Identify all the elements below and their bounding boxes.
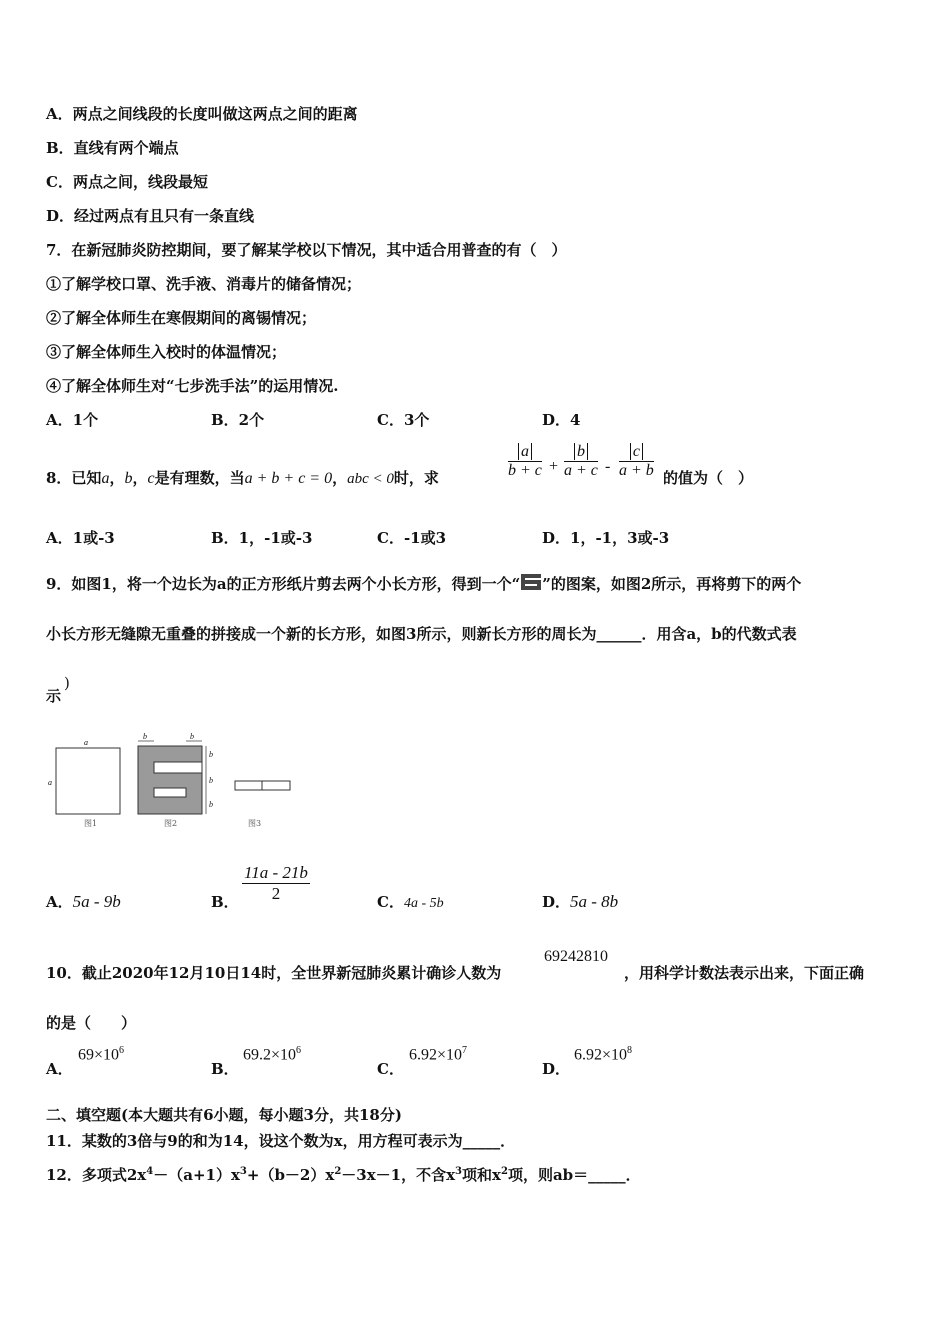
q6-option-c: C．两点之间，线段最短 xyxy=(46,173,208,191)
q12-part-1: 12．多项式2x xyxy=(46,1166,147,1184)
q7-item-4: ④了解全体师生对“七步洗手法”的运用情况. xyxy=(46,377,339,395)
figure2-b-label-5: b xyxy=(209,800,213,809)
figure1-square xyxy=(56,748,120,814)
q10-line-2: 的是（ ） xyxy=(46,1014,137,1032)
q9-option-d-expr: 5a - 8b xyxy=(570,892,619,911)
figure2-caption: 图2 xyxy=(164,819,178,828)
q9-line-2: 小长方形无缝隙无重叠的拼接成一个新的长方形，如图3所示，则新长方形的周长为______．用含a，b的代数式表 xyxy=(46,625,797,643)
q11: 11．某数的3倍与9的和为14，设这个数为x，用方程可表示为_____． xyxy=(46,1132,516,1150)
q10-option-b xyxy=(243,1045,301,1064)
figure1-top-a: a xyxy=(84,738,88,747)
q12-part-2: －（a+1）x xyxy=(153,1166,240,1184)
q7-item-1: ①了解学校口罩、洗手液、消毒片的储备情况； xyxy=(46,275,362,293)
q7-option-b: B．2个 xyxy=(211,411,265,429)
q8-condition-1: a + b + c = 0 xyxy=(244,470,333,487)
q10-option-a xyxy=(78,1045,124,1064)
figure1-caption: 图1 xyxy=(84,819,98,828)
figure3-caption: 图3 xyxy=(248,819,262,828)
q6-option-d: D．经过两点有且只有一条直线 xyxy=(46,207,255,225)
q9-option-a xyxy=(46,891,121,912)
q8-mid: 是有理数，当 xyxy=(154,469,245,487)
q12-part-6: 项，则ab＝_____． xyxy=(507,1166,641,1184)
q9-option-b-num: 11a - 21b xyxy=(244,863,308,882)
q10-option-d-exp: 8 xyxy=(627,1045,633,1056)
q8-option-d: D．1，-1，3或-3 xyxy=(542,529,670,547)
q9-option-c xyxy=(377,891,444,912)
q10-prefix: 10．截止2020年12月10日14时，全世界新冠肺炎累计确诊人数为 xyxy=(46,964,502,982)
q10-option-b-exp: 6 xyxy=(296,1045,302,1056)
q8-option-b: B．1，-1或-3 xyxy=(211,529,313,547)
q9-option-d xyxy=(542,891,618,912)
figure1-left-a: a xyxy=(48,778,52,787)
q8-op-2: - xyxy=(605,458,611,475)
q6-option-b: B．直线有两个端点 xyxy=(46,139,179,157)
q8-fraction-3 xyxy=(619,443,654,480)
q12-part-4: －3x－1，不含x xyxy=(341,1166,456,1184)
q8-fraction-1 xyxy=(508,443,542,480)
q9-paren: ) xyxy=(64,674,70,692)
q10-option-b-base: 69.2×10 xyxy=(243,1046,297,1064)
q8-var-b: b xyxy=(124,470,133,487)
q9-option-b-label: B． xyxy=(211,893,239,911)
q8-suffix: 的值为（ ） xyxy=(663,469,754,487)
q10-option-d xyxy=(574,1045,632,1064)
q9-line-3: 示 xyxy=(46,687,62,705)
q8-frac3-den: a + b xyxy=(619,462,654,479)
q8-sep-3: ， xyxy=(332,469,348,487)
q10-option-c-label: C． xyxy=(377,1060,404,1078)
q8-mid2: 时，求 xyxy=(393,469,439,487)
q9-option-b-fraction xyxy=(242,863,310,904)
figure2-b-label-4: b xyxy=(209,776,213,785)
q8-frac1-num: a xyxy=(518,443,532,460)
q8-condition-2: abc < 0 xyxy=(347,471,394,487)
q7-option-a: A．1个 xyxy=(46,411,99,429)
q10-number: 69242810 xyxy=(544,948,608,965)
figure2-b-label-2: b xyxy=(190,732,194,741)
q8-frac2-den: a + c xyxy=(564,462,598,479)
q12 xyxy=(46,1164,641,1185)
q8-op-1: + xyxy=(549,458,559,475)
q8-sep-2: ， xyxy=(132,469,148,487)
q12-exp-2: 3 xyxy=(239,1166,247,1177)
q7-option-c: C．3个 xyxy=(377,411,430,429)
q7-item-2: ②了解全体师生在寒假期间的离锡情况； xyxy=(46,309,317,327)
q10-option-c-base: 6.92×10 xyxy=(409,1046,463,1064)
q10-option-d-label: D． xyxy=(542,1060,571,1078)
q9-figures xyxy=(48,732,298,833)
figure2-b-label-3: b xyxy=(209,750,213,759)
q10-suffix: ，用科学计数法表示出来，下面正确 xyxy=(624,964,865,982)
q10-option-a-exp: 6 xyxy=(119,1045,125,1056)
q9-option-c-expr: 4a - 5b xyxy=(403,896,444,911)
q8-option-c: C．-1或3 xyxy=(377,529,447,547)
q10-option-a-base: 69×10 xyxy=(78,1046,120,1064)
q10-option-d-base: 6.92×10 xyxy=(574,1046,628,1064)
q12-exp-3: 2 xyxy=(334,1166,342,1177)
q8-stem xyxy=(46,467,439,488)
figure2-cutout-bottom xyxy=(154,788,186,797)
q7-item-3: ③了解全体师生入校时的体温情况； xyxy=(46,343,287,361)
q9-line-1 xyxy=(46,573,801,594)
q7-stem: 7．在新冠肺炎防控期间，要了解某学校以下情况，其中适合用普查的有（ ） xyxy=(46,241,567,259)
q8-fraction-2 xyxy=(564,443,598,480)
figure2-b-label-1: b xyxy=(143,732,147,741)
q9-line1-text: 9．如图1，将一个边长为a的正方形纸片剪去两个小长方形，得到一个“ xyxy=(46,575,521,593)
q8-frac3-num: c xyxy=(630,443,643,460)
q10-option-a-label: A． xyxy=(46,1060,73,1078)
q9-line1b-text: ”的图案，如图2所示，再将剪下的两个 xyxy=(542,575,802,593)
six-glyph-icon xyxy=(520,573,542,591)
q10-option-b-label: B． xyxy=(211,1060,239,1078)
q9-option-a-label: A． xyxy=(46,893,73,911)
figure2-shape xyxy=(138,746,202,814)
q8-var-c: c xyxy=(147,470,155,487)
section2-heading: 二、填空题(本大题共有6小题，每小题3分，共18分) xyxy=(46,1106,402,1124)
q10-option-c xyxy=(409,1045,467,1064)
q8-sep-1: ， xyxy=(109,469,125,487)
q9-option-a-expr: 5a - 9b xyxy=(72,892,121,911)
q12-exp-4: 3 xyxy=(455,1166,463,1177)
figure2-cutout-top xyxy=(154,762,202,773)
q6-option-a: A．两点之间线段的长度叫做这两点之间的距离 xyxy=(46,105,358,123)
q9-option-c-label: C． xyxy=(377,893,404,911)
q9-option-d-label: D． xyxy=(542,893,571,911)
q12-part-5: 项和x xyxy=(462,1166,501,1184)
q9-option-b-den: 2 xyxy=(271,884,281,903)
q12-exp-1: 4 xyxy=(146,1166,154,1177)
q7-option-d: D．4 xyxy=(542,411,581,429)
q10-option-c-exp: 7 xyxy=(462,1045,468,1056)
q8-prefix: 8．已知 xyxy=(46,469,102,487)
q8-frac2-num: b xyxy=(574,443,588,460)
q8-frac1-den: b + c xyxy=(508,462,542,479)
q12-exp-5: 2 xyxy=(500,1166,508,1177)
q12-part-3: +（b－2）x xyxy=(246,1166,335,1184)
q8-option-a: A．1或-3 xyxy=(46,529,115,547)
q8-var-a: a xyxy=(101,470,110,487)
